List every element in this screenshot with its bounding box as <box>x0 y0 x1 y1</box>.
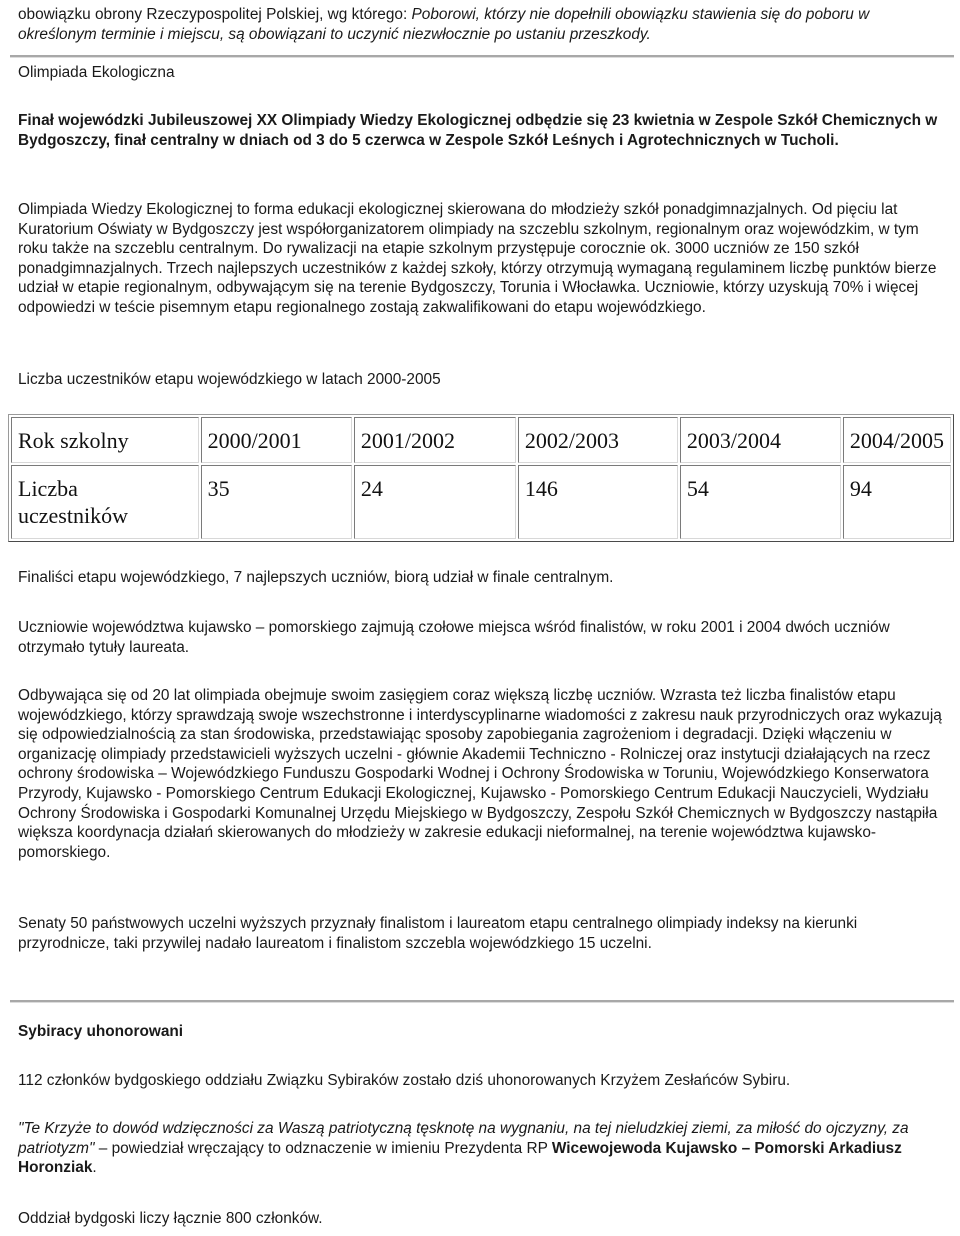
olympiad-lead: Finał wojewódzki Jubileuszowej XX Olimpiady Wiedzy Ekologicznej odbędzie się 23 kwietnia w Zespole Szkół Chemicznych w Bydgoszczy, finał centralny w dniach od 3 do 5 czerwca w Zespole Szkół Leśnych i Agrotechnicznych w Tucholi. <box>18 112 938 149</box>
table-count-cell: 35 <box>201 465 352 539</box>
section-title-sybiracy: Sybiracy uhonorowani <box>18 1023 184 1040</box>
table-count-cell: 94 <box>843 465 951 539</box>
table-header-cell: Rok szkolny <box>11 417 199 463</box>
section-divider <box>10 1000 954 1003</box>
olympiad-paragraph: Olimpiada Wiedzy Ekologicznej to forma edukacji ekologicznej skierowana do młodzieży szkół ponadgimnazjalnych. Od pięciu lat Kuratorium Oświaty w Bydgoszczy jest współorganizatorem olimpiady na szczeblu szkolnym, regionalnym oraz wojewódzkim, w tym roku także na szczeblu centralnym. Do rywalizacji na etapie szkolnym przystępuje corocznie ok. 3000 uczniów ze 150 szkół ponadgimnazjalnych. Trzech najlepszych uczestników z każdej szkoły, którzy otrzymują wymaganą regulaminem liczbę punktów bierze udział w etapie regionalnym, odbywającym się na terenie Bydgoszczy, Torunia i Włocławka. Uczniowie, którzy uzyskują 70% i więcej odpowiedzi w teście pisemnym etapu regionalnego zostają zakwalifikowani do etapu wojewódzkiego. <box>18 201 937 316</box>
members-paragraph: Oddział bydgoski liczy łącznie 800 członków. <box>18 1210 323 1227</box>
quote-paragraph <box>18 1119 946 1178</box>
history-paragraph: Odbywająca się od 20 lat olimpiada obejmuje swoim zasięgiem coraz większą liczbę uczniów. Wzrasta też liczba finalistów etapu wojewódzkiego, którzy sprawdzają swoje wszechstronne i interdyscyplinarne wiadomości z zakresu nauk przyrodniczych oraz wykazują się odpowiedzialnością za stan środowiska, przedstawiając sposoby zapobiegania zagrożeniom i degradacji. Dzięki włączeniu w organizację olimpiady przedstawicieli wyższych uczelni - głównie Akademii Techniczno - Rolniczej oraz instytucji działających na rzecz ochrony środowiska – Wojewódzkiego Funduszu Gospodarki Wodnej i Ochrony Środowiska w Toruniu, Wojewódzkiego Konserwatora Przyrody, Kujawsko - Pomorskiego Centrum Edukacji Ekologicznej, Kujawsko - Pomorskiego Centrum Edukacji Nauczycieli, Wydziału Ochrony Środowiska i Gospodarki Komunalnej Urzędu Miejskiego w Bydgoszczy, Zespołu Szkół Chemicznych w Bydgoszczy nastąpiła większa koordynacja działań skierowanych do młodzieży w zakresie edukacji nieformalnej, na terenie województwa kujawsko-pomorskiego. <box>18 687 942 861</box>
universities-paragraph: Senaty 50 państwowych uczelni wyższych przyznały finalistom i laureatom etapu centralnego olimpiady indeksy na kierunki przyrodnicze, taki przywilej nadało laureatom i finalistom szczebla wojewódzkiego 15 uczelni. <box>18 915 858 952</box>
table-count-cell: 54 <box>680 465 841 539</box>
section-divider <box>10 55 954 58</box>
participants-table <box>8 414 954 542</box>
section-title-olimpiada: Olimpiada Ekologiczna <box>18 64 175 81</box>
table-year-cell: 2001/2002 <box>354 417 516 463</box>
table-count-cell: 146 <box>518 465 678 539</box>
table-row <box>11 417 951 463</box>
table-caption: Liczba uczestników etapu wojewódzkiego w latach 2000-2005 <box>18 371 441 388</box>
quote-attribution: – powiedział wręczający to odznaczenie w imieniu Prezydenta RP <box>94 1139 552 1157</box>
intro-italic-text: Poborowi, którzy nie dopełnili obowiązku stawienia się do poboru w określonym terminie i miejscu, są obowiązani to uczynić niezwłocznie po ustaniu przeszkody. <box>18 6 870 43</box>
table-year-cell: 2004/2005 <box>843 417 951 463</box>
person-name: Wicewojewoda Kujawsko – Pomorski Arkadiusz Horonziak <box>18 1139 902 1177</box>
intro-paragraph <box>18 5 946 44</box>
table-year-cell: 2002/2003 <box>518 417 678 463</box>
table-year-cell: 2000/2001 <box>201 417 352 463</box>
table-row <box>11 465 951 539</box>
quote-text: "Te Krzyże to dowód wdzięczności za Waszą patriotyczną tęsknotę na wygnaniu, na tej nieludzkiej ziemi, za miłość do ojczyzny, za patriotyzm" <box>18 1120 909 1157</box>
sentence-end: . <box>92 1159 97 1177</box>
table-count-cell: 24 <box>354 465 516 539</box>
sybiracy-paragraph: 112 członków bydgoskiego oddziału Związku Sybiraków zostało dziś uhonorowanych Krzyżem Zesłańców Sybiru. <box>18 1072 791 1089</box>
intro-text: obowiązku obrony Rzeczypospolitej Polskiej, wg którego: <box>18 6 412 23</box>
laureates-paragraph: Uczniowie województwa kujawsko – pomorskiego zajmują czołowe miejsca wśród finalistów, w roku 2001 i 2004 dwóch uczniów otrzymało tytuły laureata. <box>18 619 890 656</box>
finalists-paragraph: Finaliści etapu wojewódzkiego, 7 najlepszych uczniów, biorą udział w finale centralnym. <box>18 569 614 586</box>
table-year-cell: 2003/2004 <box>680 417 841 463</box>
table-row-label: Liczba uczestników <box>11 465 199 539</box>
